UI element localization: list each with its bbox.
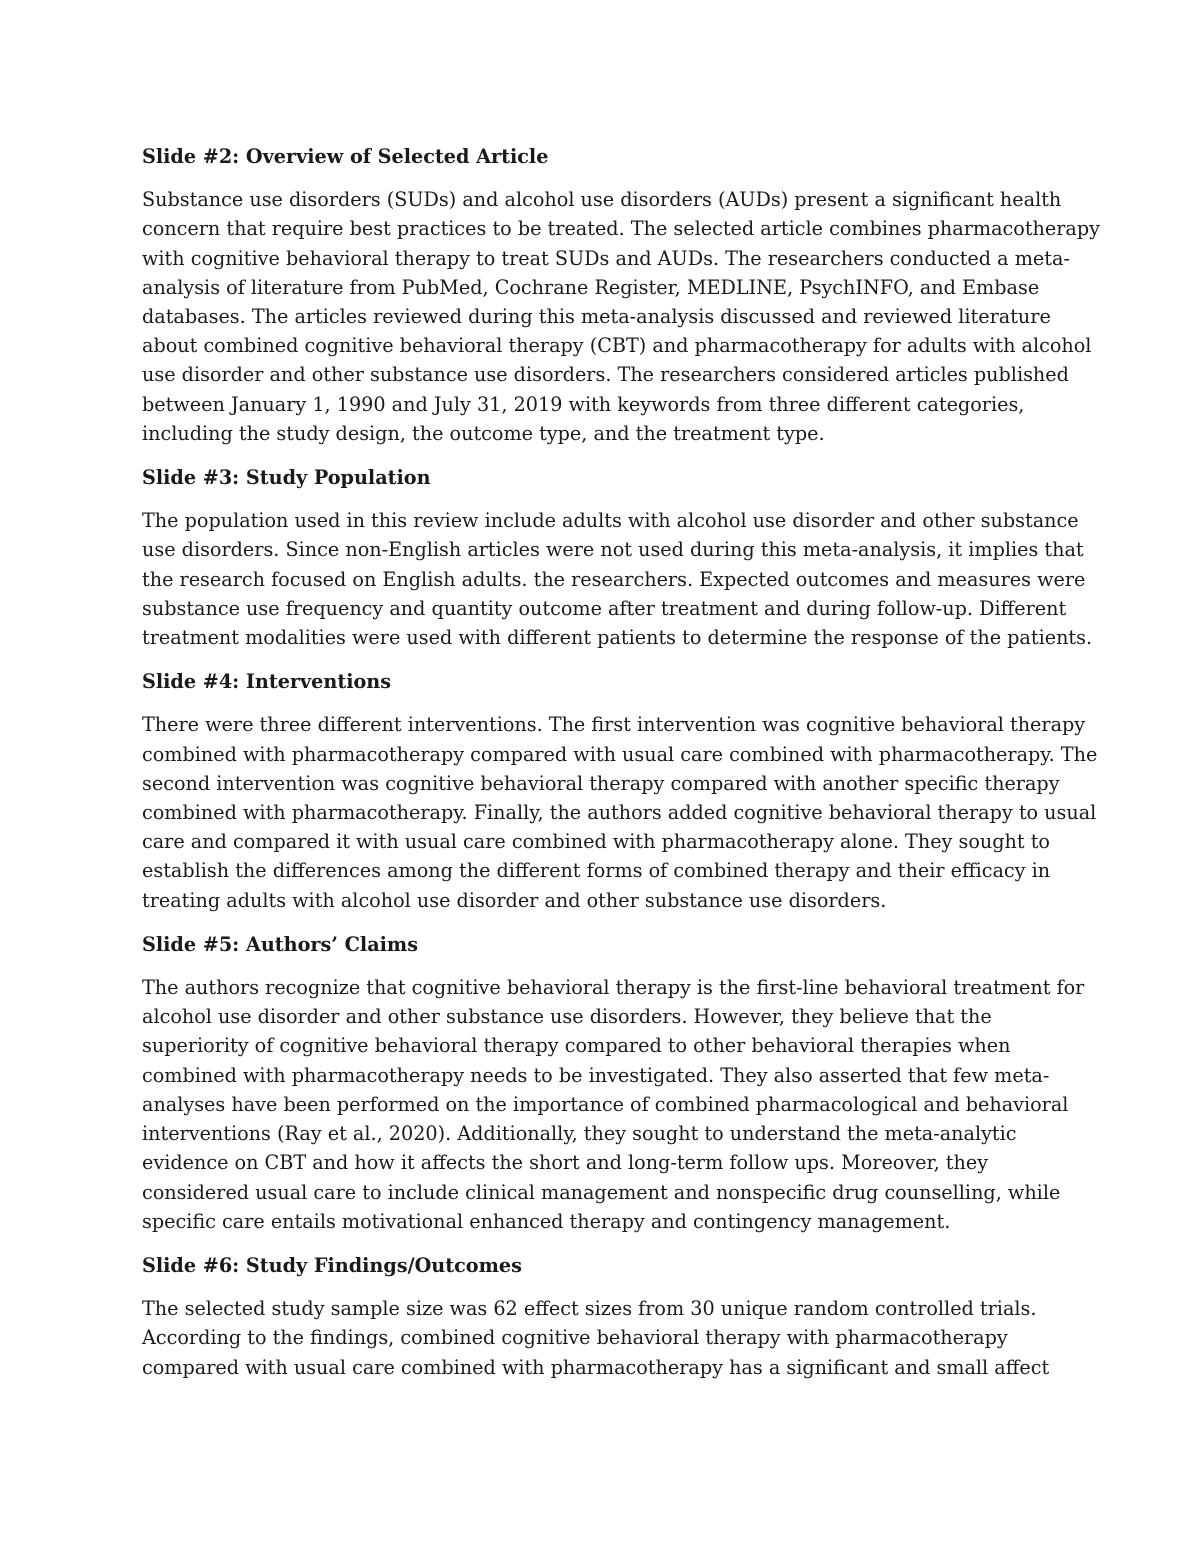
section-interventions xyxy=(142,667,1100,915)
section-heading: Slide #5: Authors’ Claims xyxy=(142,932,419,956)
section-overview xyxy=(142,142,1100,448)
section-paragraph: The population used in this review include adults with alcohol use disorder and other substance use disorders. Since non-English articles were not used during this meta-analysis, it implies that the research focused on English adults. the researchers. Expected outcomes and measures were substance use frequency and quantity outcome after treatment and during follow-up. Different treatment modalities were used with different patients to determine the response of the patients. xyxy=(142,509,1093,650)
section-paragraph: The authors recognize that cognitive behavioral therapy is the first-line behavioral treatment for alcohol use disorder and other substance use disorders. However, they believe that the superiority of cognitive behavioral therapy compared to other behavioral therapies when combined with pharmacotherapy needs to be investigated. They also asserted that few meta-analyses have been performed on the importance of combined pharmacological and behavioral interventions (Ray et al., 2020). Additionally, they sought to understand the meta-analytic evidence on CBT and how it affects the short and long-term follow ups. Moreover, they considered usual care to include clinical management and nonspecific drug counselling, while specific care entails motivational enhanced therapy and contingency management. xyxy=(142,976,1085,1233)
section-paragraph: The selected study sample size was 62 effect sizes from 30 unique random controlled trials. According to the findings, combined cognitive behavioral therapy with pharmacotherapy compared with usual care combined with pharmacotherapy has a significant and small affect xyxy=(142,1297,1050,1379)
section-heading: Slide #3: Study Population xyxy=(142,466,431,490)
section-authors-claims xyxy=(142,930,1100,1236)
section-heading: Slide #6: Study Findings/Outcomes xyxy=(142,1253,522,1277)
section-study-findings xyxy=(142,1251,1100,1382)
section-heading: Slide #4: Interventions xyxy=(142,670,392,694)
section-paragraph: Substance use disorders (SUDs) and alcohol use disorders (AUDs) present a significant health concern that require best practices to be treated. The selected article combines pharmacotherapy with cognitive behavioral therapy to treat SUDs and AUDs. The researchers conducted a meta-analysis of literature from PubMed, Cochrane Register, MEDLINE, PsychINFO, and Embase databases. The articles reviewed during this meta-analysis discussed and reviewed literature about combined cognitive behavioral therapy (CBT) and pharmacotherapy for adults with alcohol use disorder and other substance use disorders. The researchers considered articles published between January 1, 1990 and July 31, 2019 with keywords from three different categories, including the study design, the outcome type, and the treatment type. xyxy=(142,188,1100,445)
section-study-population xyxy=(142,463,1100,652)
section-heading: Slide #2: Overview of Selected Article xyxy=(142,145,549,168)
section-paragraph: There were three different interventions. The first intervention was cognitive behavioral therapy combined with pharmacotherapy compared with usual care combined with pharmacotherapy. The second intervention was cognitive behavioral therapy compared with another specific therapy combined with pharmacotherapy. Finally, the authors added cognitive behavioral therapy to usual care and compared it with usual care combined with pharmacotherapy alone. They sought to establish the differences among the different forms of combined therapy and their efficacy in treating adults with alcohol use disorder and other substance use disorders. xyxy=(142,713,1098,912)
